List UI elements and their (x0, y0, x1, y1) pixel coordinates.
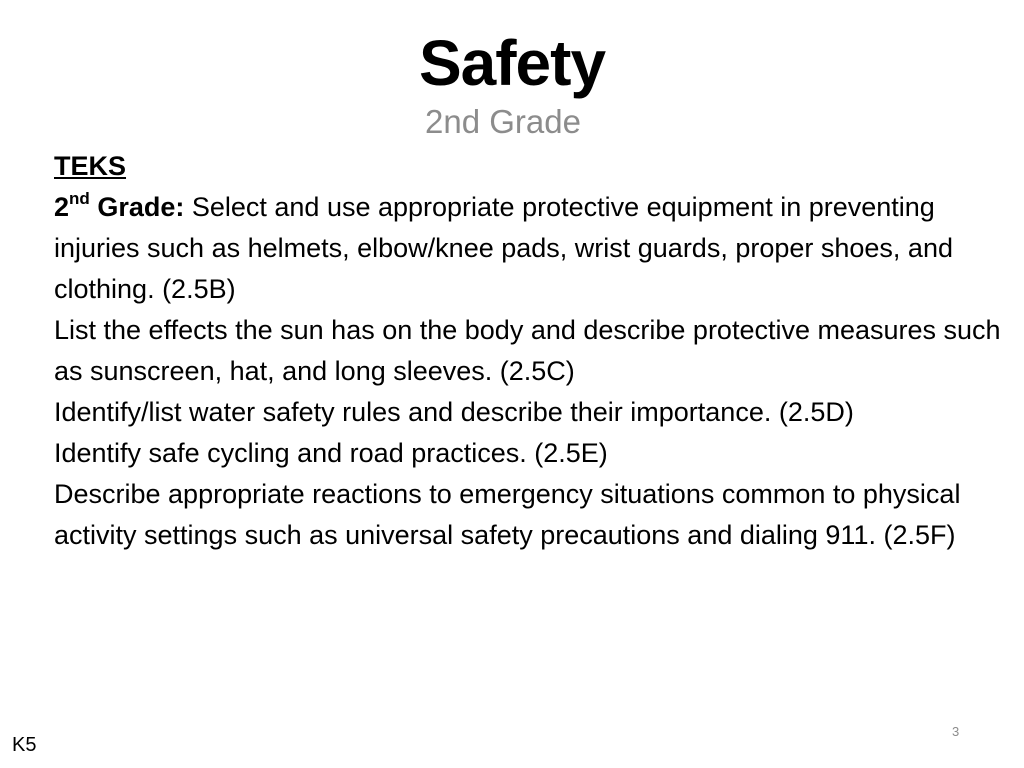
slide-title: Safety (418, 27, 606, 99)
standard-2-5b (54, 187, 1004, 310)
grade-label-suffix: Grade: (89, 192, 185, 222)
slide-content (54, 146, 1004, 556)
teks-heading: TEKS (54, 151, 127, 181)
standard-2-5f: Describe appropriate reactions to emergency situations common to physical activity settings such as universal safety precautions and dialing 911. (2.5F) (54, 479, 961, 550)
slide-subtitle: 2nd Grade (425, 103, 581, 140)
grade-label-superscript: nd (69, 189, 90, 208)
section-heading (54, 146, 1004, 187)
standard-text: Select and use appropriate protective equipment in preventing injuries such as helmets, elbow/knee pads, wrist guards, proper shoes, and clothing. (2.5B) (54, 192, 953, 304)
slide-number: 3 (952, 724, 960, 739)
standard-2-5d: Identify/list water safety rules and describe their importance. (2.5D) (54, 397, 854, 427)
grade-label (54, 189, 185, 222)
standard-2-5c: List the effects the sun has on the body and describe protective measures such as sunscreen, hat, and long sleeves. (2.5C) (54, 315, 1001, 386)
footer-label: K5 (12, 734, 37, 756)
standard-2-5e: Identify safe cycling and road practices. (2.5E) (54, 438, 608, 468)
grade-label-number: 2 (54, 192, 70, 222)
